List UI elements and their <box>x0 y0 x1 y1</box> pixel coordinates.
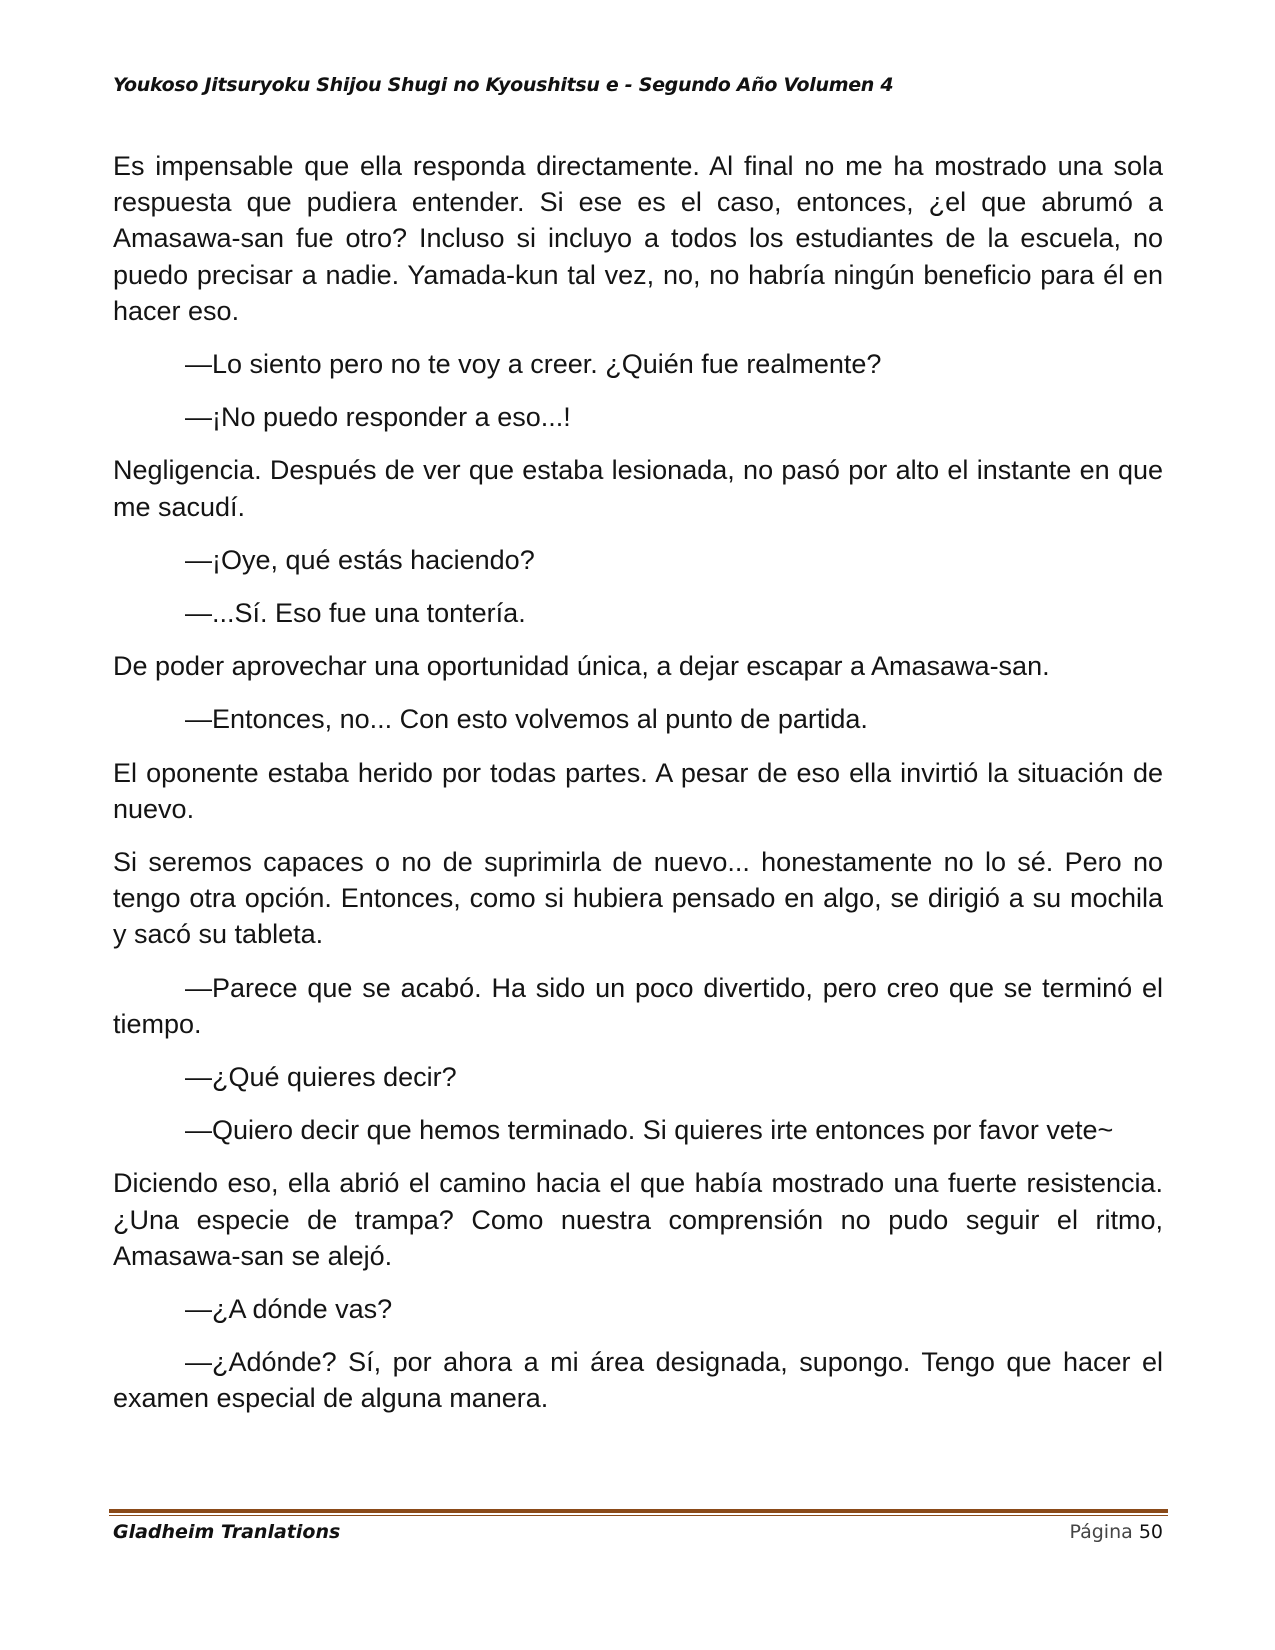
footer-divider-thick <box>109 1509 1168 1513</box>
dialogue-line: —¿Qué quieres decir? <box>185 1062 457 1093</box>
body-text <box>113 148 1163 1434</box>
dialogue-line: —¡No puedo responder a eso...! <box>185 402 571 433</box>
dialogue-line: —¡Oye, qué estás haciendo? <box>185 544 535 575</box>
paragraph: Negligencia. Después de ver que estaba lesionada, no pasó por alto el instante en que me sacudí. <box>113 455 1163 522</box>
dialogue-line: —Parece que se acabó. Ha sido un poco divertido, pero creo que se terminó el tiempo. <box>113 972 1163 1039</box>
paragraph: De poder aprovechar una oportunidad única, a dejar escapar a Amasawa-san. <box>113 651 1050 682</box>
paragraph: Diciendo eso, ella abrió el camino hacia el que había mostrado una fuerte resistencia. ¿Una especie de trampa? Como nuestra comprensión no pudo seguir el ritmo, Amasawa-san se alejó. <box>113 1168 1163 1271</box>
dialogue-line: —Quiero decir que hemos terminado. Si quieres irte entonces por favor vete~ <box>185 1115 1114 1146</box>
paragraph: Es impensable que ella responda directamente. Al final no me ha mostrado una sola respuesta que pudiera entender. Si ese es el caso, entonces, ¿el que abrumó a Amasawa-san fue otro? Incluso si incluyo a todos los estudiantes de la escuela, no puedo precisar a nadie. Yamada-kun tal vez, no, no habría ningún beneficio para él en hacer eso. <box>113 151 1163 326</box>
dialogue-line: —¿A dónde vas? <box>185 1294 393 1325</box>
dialogue-line: —Entonces, no... Con esto volvemos al punto de partida. <box>185 704 868 735</box>
page-number <box>1069 1521 1163 1543</box>
footer-divider-thin <box>109 1515 1168 1516</box>
page-label: Página <box>1069 1521 1133 1543</box>
dialogue-line: —¿Adónde? Sí, por ahora a mi área designada, supongo. Tengo que hacer el examen especial de alguna manera. <box>113 1347 1163 1414</box>
footer-credit: Gladheim Tranlations <box>113 1521 341 1543</box>
running-header: Youkoso Jitsuryoku Shijou Shugi no Kyoushitsu e - Segundo Año Volumen 4 <box>113 74 894 96</box>
paragraph: El oponente estaba herido por todas partes. A pesar de eso ella invirtió la situación de nuevo. <box>113 757 1163 824</box>
dialogue-line: —Lo siento pero no te voy a creer. ¿Quién fue realmente? <box>185 349 882 380</box>
paragraph: Si seremos capaces o no de suprimirla de nuevo... honestamente no lo sé. Pero no tengo otra opción. Entonces, como si hubiera pensado en algo, se dirigió a su mochila y sacó su tableta. <box>113 847 1163 950</box>
dialogue-line: —...Sí. Eso fue una tontería. <box>185 598 526 629</box>
page-number-value: 50 <box>1138 1521 1163 1543</box>
footer-divider <box>109 1509 1168 1516</box>
